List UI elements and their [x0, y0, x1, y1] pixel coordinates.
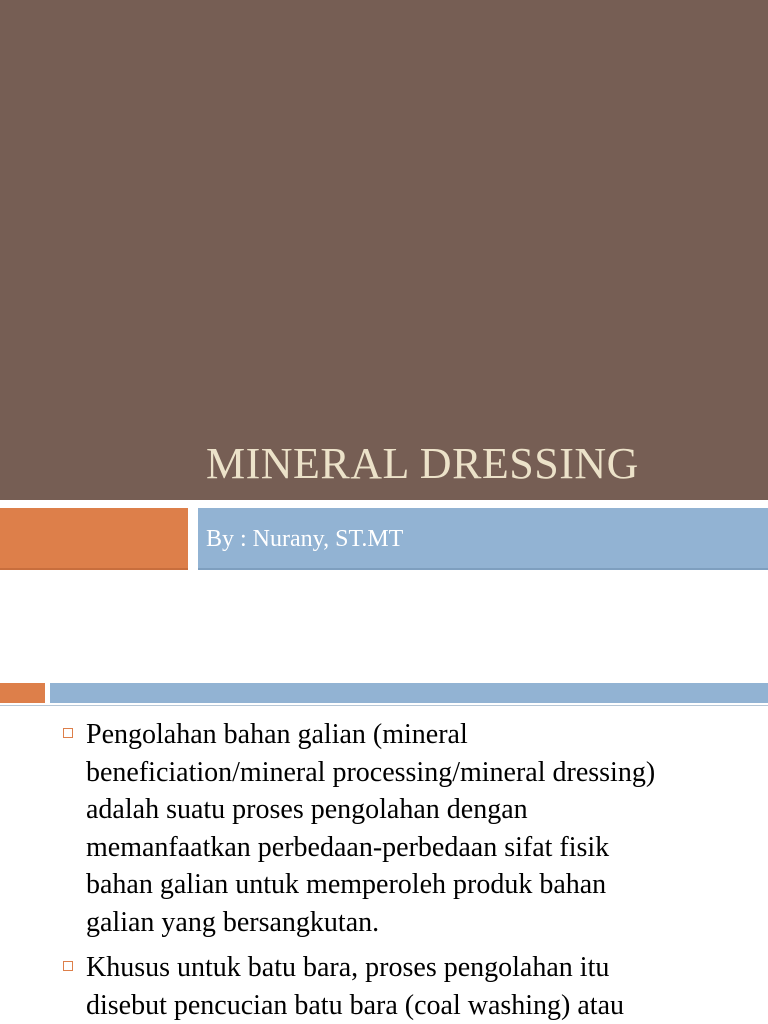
- bullet-list: [0, 716, 768, 1024]
- bullet-item: [0, 716, 768, 941]
- bullet-text-line: galian yang bersangkutan.: [86, 906, 380, 938]
- hollow-square-bullet-icon: [63, 961, 73, 971]
- bullet-text-line: memanfaatkan perbedaan-perbedaan sifat fisik: [86, 831, 610, 863]
- bullet-text-line: disebut pencucian batu bara (coal washing) atau: [86, 989, 625, 1021]
- divider-line: [0, 705, 768, 706]
- bullet-text-line: bahan galian untuk memperoleh produk bahan: [86, 869, 607, 900]
- title-band: [0, 0, 768, 500]
- bullet-text-line: beneficiation/mineral processing/mineral dressing): [86, 756, 656, 788]
- bullet-text-line: adalah suatu proses pengolahan dengan: [86, 794, 528, 825]
- accent-bar-orange: [0, 508, 188, 570]
- bullet-text-line: Khusus untuk batu bara, proses pengolahan itu: [86, 952, 610, 983]
- accent-bar-blue: [50, 683, 768, 703]
- slide-title: MINERAL DRESSING: [206, 439, 639, 488]
- accent-bar-orange-small: [0, 683, 45, 703]
- slide-subtitle: By : Nurany, ST.MT: [206, 526, 404, 552]
- hollow-square-bullet-icon: [63, 728, 73, 738]
- bullet-item: [0, 949, 768, 1024]
- bullet-text-line: Pengolahan bahan galian (mineral: [86, 719, 468, 750]
